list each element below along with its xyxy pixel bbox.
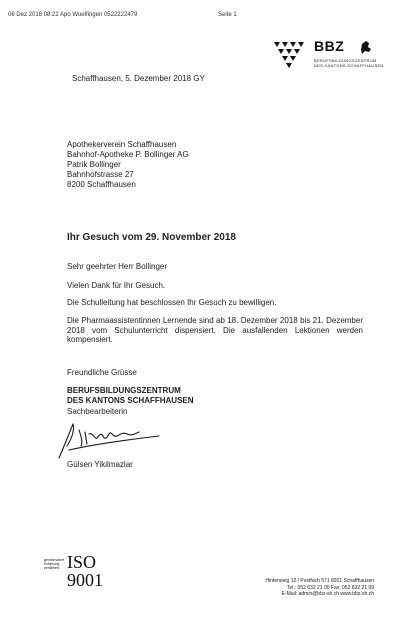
- iso-side-line: zertifiziert: [44, 566, 59, 570]
- paragraph-details: Die Pharmaassistentinnen Lernende sind ab 18. Dezember 2018 bis 21. Dezember 2018 vom Schulunterricht dispensiert. Die ausfallenden Lektionen werden kompensiert.: [67, 316, 363, 344]
- logo-subtitle-line1: BERUFSBILDUNGSZENTRUM: [314, 58, 377, 63]
- place-date: Schaffhausen, 5. Dezember 2018 GY: [72, 74, 205, 83]
- footer-email: E-Mail: admin@bbz-sh.ch www.bbz-sh.ch: [281, 591, 374, 597]
- iso-line2: 9001: [67, 570, 103, 590]
- salutation: Sehr geehrter Herr Bollinger: [67, 262, 168, 271]
- sender-role: Sachbearbeiterin: [67, 407, 128, 416]
- iso-side-text: [44, 558, 66, 570]
- recipient-line: 8200 Schaffhausen: [67, 180, 136, 189]
- recipient-address: [67, 140, 189, 190]
- iso-side-line: gemeinsame: [44, 558, 65, 562]
- recipient-line: Apothekerverein Schaffhausen: [67, 140, 177, 149]
- signer-name: Gülsen Yikilmazlar: [67, 460, 133, 469]
- paragraph-thanks: Vielen Dank für Ihr Gesuch.: [67, 281, 166, 290]
- footer-contact: [236, 578, 374, 598]
- recipient-line: Patrik Bollinger: [67, 160, 121, 169]
- sender-org-line1: BERUFSBILDUNGSZENTRUM: [67, 386, 181, 395]
- sender-org-line2: DES KANTONS SCHAFFHAUSEN: [67, 396, 194, 405]
- sender-organisation: [67, 386, 194, 406]
- letter-subject: Ihr Gesuch vom 29. November 2018: [67, 232, 236, 243]
- closing: Freundliche Grüsse: [67, 368, 137, 377]
- footer-phone: Tel.: 052 632 21 00 Fax: 052 632 21 99: [286, 584, 374, 591]
- footer-address: Hintersteig 12 / Postfach 571 8201 Schaffhausen: [265, 578, 374, 584]
- recipient-line: Bahnhof-Apotheke P. Bollinger AG: [67, 150, 189, 159]
- recipient-line: Bahnhofstrasse 27: [67, 170, 134, 179]
- fax-header-line: 06 Dez 2018 08:22 Apo Wuelfingen 0522222479: [8, 12, 138, 18]
- iso-side-line: Erfahrung: [44, 562, 60, 566]
- handwritten-signature: [55, 420, 165, 462]
- paragraph-decision: Die Schulleitung hat beschlossen Ihr Gesuch zu bewilligen.: [67, 298, 277, 307]
- fax-page-number: Seite 1: [218, 12, 237, 18]
- iso-line1: ISO: [67, 552, 97, 572]
- logo-wordmark: BBZ: [314, 38, 345, 54]
- logo-subtitle-line2: DES KANTONS SCHAFFHAUSEN: [314, 63, 384, 68]
- iso-certification-mark: [67, 553, 103, 589]
- logo-subtitle: [314, 58, 384, 68]
